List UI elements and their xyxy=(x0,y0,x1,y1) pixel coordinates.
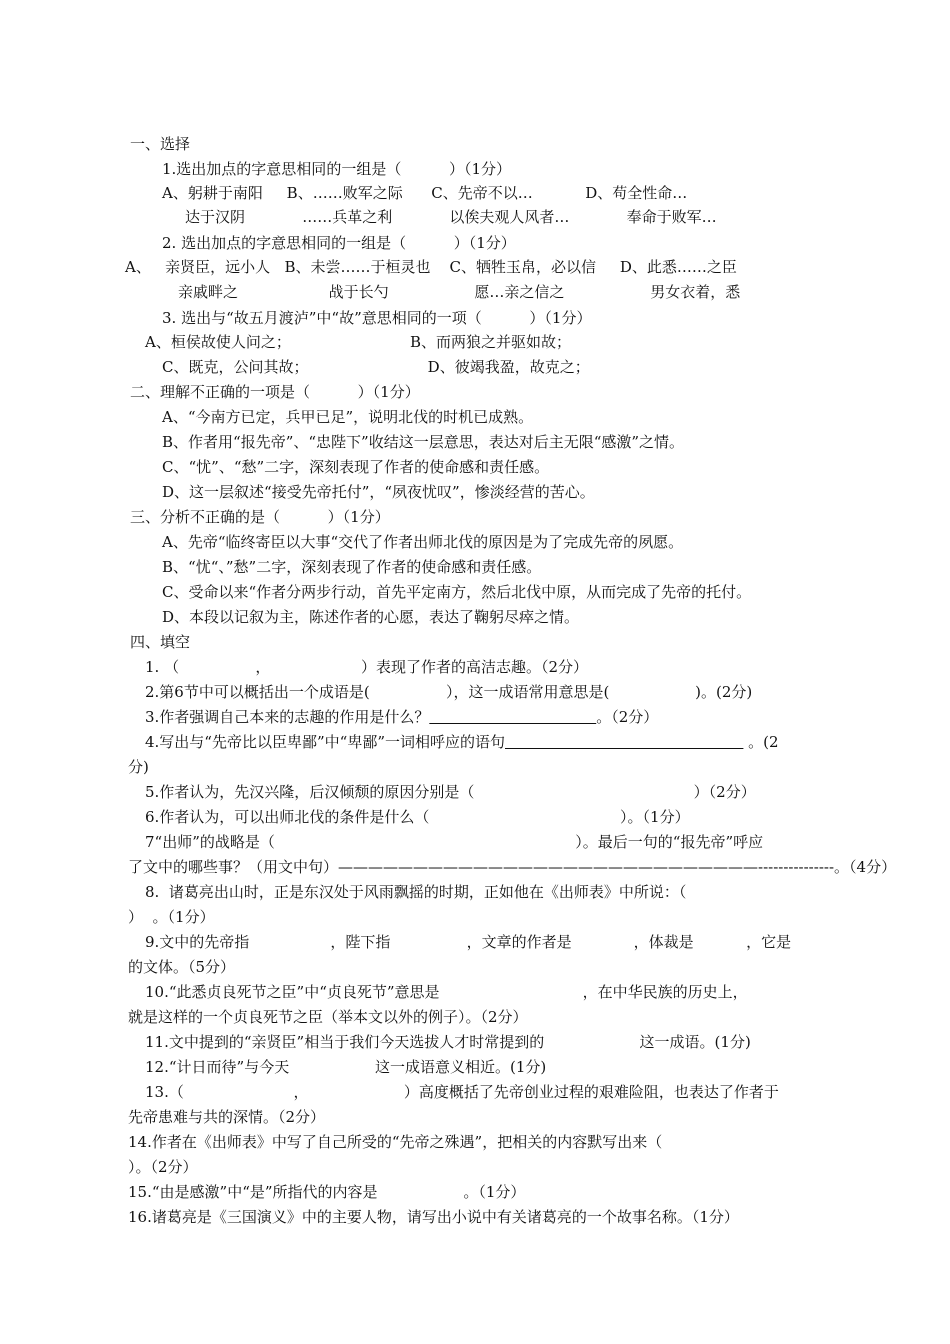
fill-q1: 1. （ ， ）表现了作者的高洁志趣。（2分） xyxy=(145,658,589,676)
section-4-title: 四、填空 xyxy=(130,633,191,651)
fill-q3-blank xyxy=(429,708,596,726)
fill-q4-cont: 分) xyxy=(128,758,149,776)
fill-q4-blank xyxy=(505,733,743,751)
q3-stem: 3. 选出与“故五月渡泸”中“故”意思相同的一项（ ）（1分） xyxy=(162,309,592,327)
fill-q3-text: 3.作者强调自己本来的志趣的作用是什么？ xyxy=(145,708,430,726)
fill-q4-text: 4.写出与“先帝比以臣卑鄙”中“卑鄙”一词相呼应的语句 xyxy=(145,733,505,751)
part3-option-b: B、“忧“、”愁”二字，深刻表现了作者的使命感和责任感。 xyxy=(162,558,542,576)
q3-options-row1: A、桓侯故使人问之； B、而两狼之并驱如故； xyxy=(145,333,572,351)
fill-q13: 13.（ ， ）高度概括了先帝创业过程的艰难险阻，也表达了作者于 xyxy=(145,1083,779,1101)
fill-q13-cont: 先帝患难与共的深情。（2分） xyxy=(128,1108,326,1126)
fill-q12: 12.“计日而待”与今天 这一成语意义相近。(1分) xyxy=(145,1058,547,1076)
fill-q7-cont: 了文中的哪些事？（用文中句）————————————————————————————---------------。（4分） xyxy=(128,858,897,876)
q2-options-row2: 亲戚畔之 战于长勺 愿…亲之信之 男女衣着，悉 xyxy=(178,283,741,301)
part2-option-d: D、这一层叙述“接受先帝托付”，“夙夜忧叹”，惨淡经营的苦心。 xyxy=(162,483,595,501)
fill-q15: 15.“由是感激”中“是”所指代的内容是 。（1分） xyxy=(128,1183,526,1201)
q2-options-row1: A、 亲贤臣，远小人 B、未尝……于桓灵也 C、牺牲玉帛，必以信 D、此悉……之臣 xyxy=(125,258,737,276)
fill-q16: 16.诸葛亮是《三国演义》中的主要人物，请写出小说中有关诸葛亮的一个故事名称。（1分） xyxy=(128,1208,739,1226)
q3-options-row2: C、既克，公问其故； D、彼竭我盈，故克之； xyxy=(162,358,590,376)
fill-q4-score: 。(2 xyxy=(743,733,779,751)
fill-q10-cont: 就是这样的一个贞良死节之臣（举本文以外的例子）。（2分） xyxy=(128,1008,528,1026)
q1-options-row1: A、躬耕于南阳 B、……败军之际 C、先帝不以… D、苟全性命… xyxy=(162,184,688,202)
q1-stem: 1.选出加点的字意思相同的一组是（ ）（1分） xyxy=(162,160,512,178)
fill-q3-score: 。（2分） xyxy=(596,708,659,726)
part2-option-a: A、“今南方已定，兵甲已足”，说明北伐的时机已成熟。 xyxy=(162,408,534,426)
fill-q14-cont: ）。（2分） xyxy=(128,1158,198,1176)
part2-option-c: C、“忧”、“愁”二字，深刻表现了作者的使命感和责任感。 xyxy=(162,458,550,476)
fill-q8: 8. 诸葛亮出山时，正是东汉处于风雨飘摇的时期，正如他在《出师表》中所说：（ xyxy=(145,883,687,901)
part3-option-c: C、受命以来“作者分两步行动，首先平定南方，然后北伐中原，从而完成了先帝的托付。 xyxy=(162,583,752,601)
fill-q5: 5.作者认为，先汉兴隆，后汉倾颓的原因分别是（ ）（2分） xyxy=(145,783,756,801)
part2-option-b: B、作者用“报先帝”、“忠陛下”收结这一层意思，表达对后主无限“感激”之情。 xyxy=(162,433,685,451)
fill-q11: 11.文中提到的“亲贤臣”相当于我们今天选拔人才时常提到的 这一成语。(1分) xyxy=(145,1033,751,1051)
section-2-title: 二、理解不正确的一项是（ ）（1分） xyxy=(130,383,420,401)
fill-q4 xyxy=(145,732,779,752)
part3-option-d: D、本段以记叙为主，陈述作者的心愿，表达了鞠躬尽瘁之情。 xyxy=(162,608,580,626)
section-1-title: 一、选择 xyxy=(130,135,191,153)
q2-stem: 2. 选出加点的字意思相同的一组是（ ）（1分） xyxy=(162,234,516,252)
fill-q3 xyxy=(145,707,658,727)
fill-q9: 9.文中的先帝指 ，陛下指 ，文章的作者是 ，体裁是 ，它是 xyxy=(145,933,792,951)
fill-q9-cont: 的文体。（5分） xyxy=(128,958,236,976)
fill-q14: 14.作者在《出师表》中写了自己所受的“先帝之殊遇”，把相关的内容默写出来（ xyxy=(128,1133,663,1151)
fill-q10: 10.“此悉贞良死节之臣”中“贞良死节”意思是 ，在中华民族的历史上， xyxy=(145,983,748,1001)
q1-options-row2: 达于汉阴 ……兵革之利 以俟夫观人风者… 奉命于败军… xyxy=(185,208,717,226)
fill-q2: 2.第6节中可以概括出一个成语是( ），这一成语常用意思是( )。(2分) xyxy=(145,683,753,701)
fill-q8-cont: ） 。（1分） xyxy=(128,908,215,926)
section-3-title: 三、分析不正确的是（ ）（1分） xyxy=(130,508,390,526)
fill-q6: 6.作者认为，可以出师北伐的条件是什么（ ）。（1分） xyxy=(145,808,690,826)
fill-q7: 7“出师”的战略是（ ）。最后一句的“报先帝”呼应 xyxy=(145,833,764,851)
part3-option-a: A、先帝“临终寄臣以大事“交代了作者出师北伐的原因是为了完成先帝的夙愿。 xyxy=(162,533,684,551)
